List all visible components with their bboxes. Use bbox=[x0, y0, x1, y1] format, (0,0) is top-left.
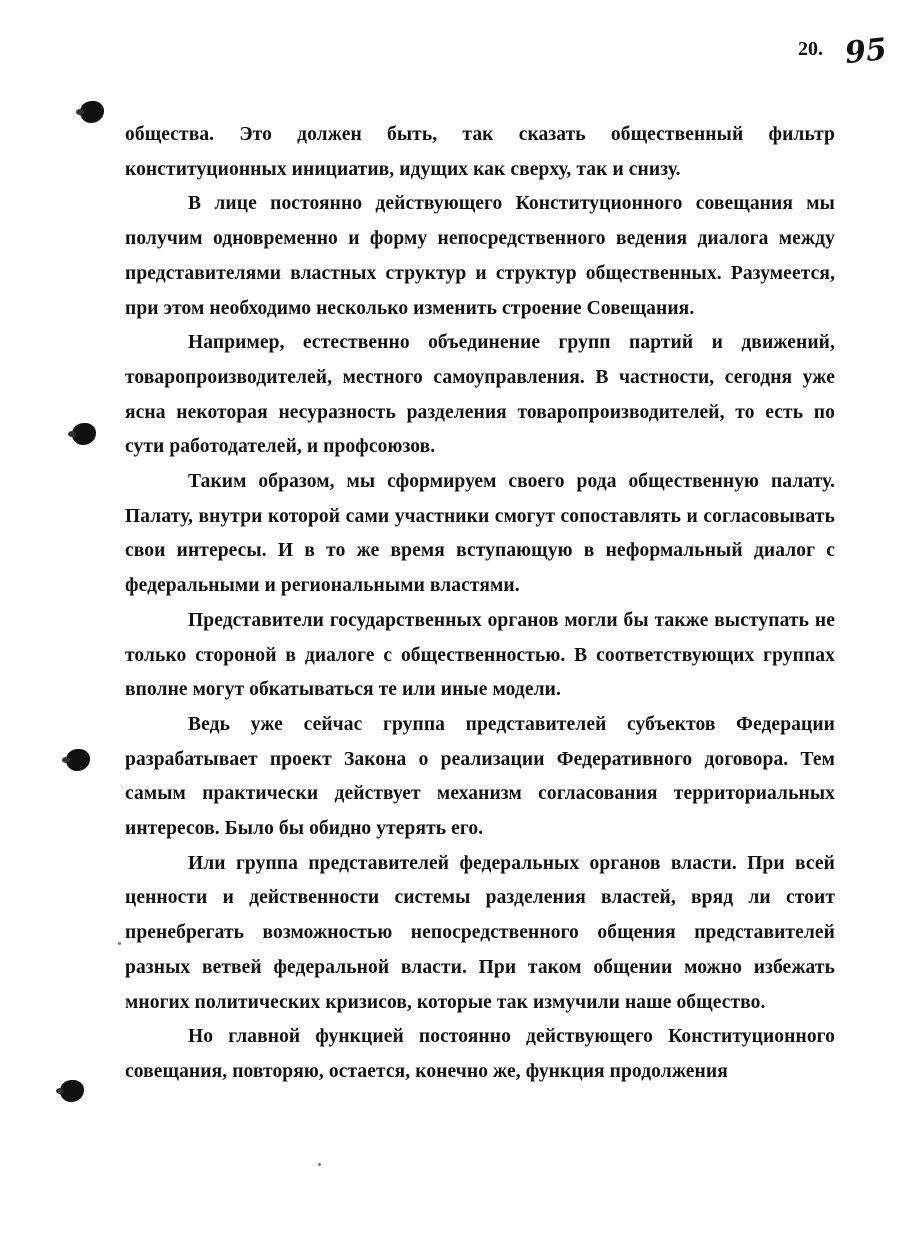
handwritten-page-number: 95 bbox=[843, 31, 889, 72]
paragraph: В лице постоянно действующего Конституционного совещания мы получим одновременно и форму непосредственного ведения диалога между представителями властных структур и структур общественных. Разумеется, при этом необходимо несколько изменить строение Совещания. bbox=[125, 193, 835, 319]
paragraph: Ведь уже сейчас группа представителей субъектов Федерации разрабатывает проект Закона о реализации Федеративного договора. Тем самым практически действует механизм согласования территориальных интересов. Было бы обидно утерять его. bbox=[125, 713, 835, 840]
punch-hole-mark bbox=[72, 423, 96, 445]
paragraph: Но главной функцией постоянно действующего Конституционного совещания, повторяю, остается, конечно же, функция продолжения bbox=[125, 1026, 835, 1082]
body-text bbox=[125, 118, 835, 1090]
paragraph: общества. Это должен быть, так сказать общественный фильтр конституционных инициатив, идущих как сверху, так и снизу. bbox=[125, 124, 835, 180]
punch-hole-mark bbox=[80, 101, 104, 123]
paragraph: Или группа представителей федеральных органов власти. При всей ценности и действенности системы разделения властей, вряд ли стоит пренебрегать возможностью непосредственного общения представителей разных ветвей федеральной власти. При таком общении можно избежать многих политических кризисов, которые так измучили наше общество. bbox=[125, 852, 835, 1013]
page-number: 20. bbox=[798, 38, 823, 60]
punch-hole-mark bbox=[60, 1080, 84, 1102]
paragraph: Представители государственных органов могли бы также выступать не только стороной в диалоге с общественностью. В соответствующих группах вполне могут обкатываться те или иные модели. bbox=[125, 609, 835, 701]
paragraph: Таким образом, мы сформируем своего рода общественную палату. Палату, внутри которой сами участники смогут сопоставлять и согласовывать свои интересы. И в то же время вступающую в неформальный диалог с федеральными и региональными властями. bbox=[125, 471, 835, 597]
paragraph: Например, естественно объединение групп партий и движений, товаропроизводителей, местного самоуправления. В частности, сегодня уже ясна некоторая несуразность разделения товаропроизводителей, то есть по сути работодателей, и профсоюзов. bbox=[125, 332, 835, 458]
scan-speck bbox=[118, 942, 121, 945]
punch-hole-mark bbox=[66, 749, 90, 771]
scan-speck bbox=[318, 1163, 321, 1166]
